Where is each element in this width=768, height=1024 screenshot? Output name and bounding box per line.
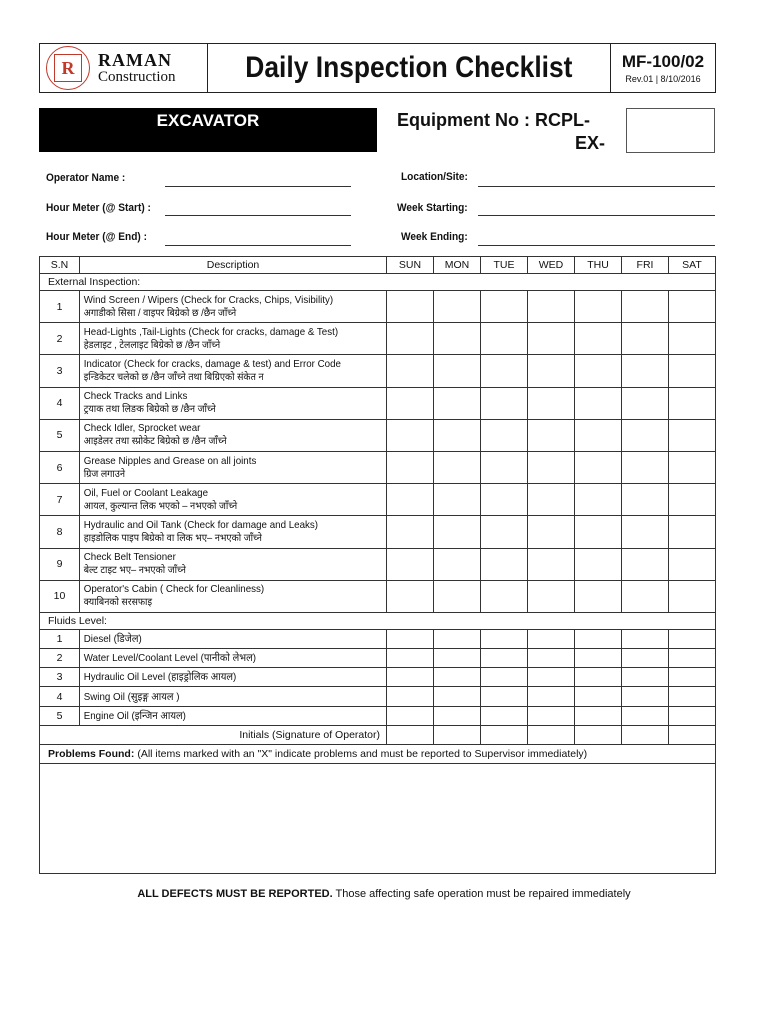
- row-description: [80, 484, 387, 516]
- brand-name: RAMAN: [98, 50, 172, 70]
- brand-subtitle: Construction: [98, 69, 176, 85]
- table-row: [40, 548, 716, 580]
- form-code-cell: [611, 44, 715, 92]
- brand: [98, 51, 176, 85]
- external-3-check-fri[interactable]: [622, 355, 669, 387]
- fluid-5-check-mon[interactable]: [434, 706, 481, 725]
- location-label: Location/Site:: [401, 171, 468, 183]
- external-5-check-fri[interactable]: [622, 419, 669, 451]
- row-number: 7: [40, 484, 80, 516]
- hour-end-label: Hour Meter (@ End) :: [46, 231, 147, 243]
- equipment-label-line2: EX-: [574, 133, 605, 153]
- external-section-label: External Inspection:: [40, 274, 716, 291]
- description-english: Grease Nipples and Grease on all joints: [83, 454, 257, 467]
- equipment-number-label: [397, 109, 605, 155]
- fluid-3-check-mon[interactable]: [434, 668, 481, 687]
- fluid-3-check-tue[interactable]: [481, 668, 528, 687]
- row-number: 1: [40, 291, 80, 323]
- fluid-2-check-fri[interactable]: [622, 649, 669, 668]
- table-row: [40, 451, 716, 483]
- external-5-check-sun[interactable]: [387, 419, 434, 451]
- title-cell: [208, 44, 611, 92]
- external-8-check-fri[interactable]: [622, 516, 669, 548]
- external-7-check-tue[interactable]: [481, 484, 528, 516]
- equipment-number-box[interactable]: [626, 108, 715, 153]
- company-logo-cell: [40, 44, 208, 92]
- table-row: [40, 484, 716, 516]
- fluid-2-check-sun[interactable]: [387, 649, 434, 668]
- external-2-check-thu[interactable]: [575, 323, 622, 355]
- external-3-check-mon[interactable]: [434, 355, 481, 387]
- description-nepali: क्याबिनको सरसफाइ: [83, 597, 153, 609]
- description-nepali: ग्रिज लगाउने: [83, 468, 126, 480]
- external-2-check-sun[interactable]: [387, 323, 434, 355]
- external-10-check-fri[interactable]: [622, 580, 669, 612]
- inspection-table: [39, 256, 716, 874]
- row-description: [80, 548, 387, 580]
- external-7-check-sat[interactable]: [669, 484, 716, 516]
- fluid-1-check-mon[interactable]: [434, 629, 481, 648]
- problems-header: [40, 744, 716, 763]
- row-description: [80, 668, 387, 687]
- fluid-description: Swing Oil (सुइङ्ग आयल ): [83, 690, 180, 703]
- description-nepali: आयल, कुल्यान्त लिक भएको – नभएको जाँच्ने: [83, 500, 238, 512]
- fluid-3-check-fri[interactable]: [622, 668, 669, 687]
- initials-row: [40, 725, 716, 744]
- location-field[interactable]: [478, 186, 715, 187]
- initials-check-sat[interactable]: [669, 725, 716, 744]
- initials-check-thu[interactable]: [575, 725, 622, 744]
- sn-header: S.N: [40, 257, 80, 274]
- week-starting-label: Week Starting:: [397, 202, 468, 214]
- external-8-check-thu[interactable]: [575, 516, 622, 548]
- form-code: MF-100/02: [621, 52, 705, 71]
- fluids-section-row: [40, 612, 716, 629]
- row-number: 5: [40, 706, 80, 725]
- description-english: Check Tracks and Links: [83, 390, 188, 403]
- external-1-check-tue[interactable]: [481, 291, 528, 323]
- external-6-check-fri[interactable]: [622, 451, 669, 483]
- problems-note: (All items marked with an "X" indicate problems and must be reported to Supervisor immediately): [137, 747, 588, 760]
- initials-check-fri[interactable]: [622, 725, 669, 744]
- row-description: [80, 516, 387, 548]
- table-row: [40, 706, 716, 725]
- fluid-4-check-fri[interactable]: [622, 687, 669, 706]
- row-description: [80, 387, 387, 419]
- external-4-check-sat[interactable]: [669, 387, 716, 419]
- problems-body-row: [40, 763, 716, 873]
- day-header-tue: TUE: [481, 257, 528, 274]
- external-1-check-sun[interactable]: [387, 291, 434, 323]
- day-header-sun: SUN: [387, 257, 434, 274]
- description-nepali: अगाडीको सिसा / वाइपर बिग्रेको छ /छैन जाँच्ने: [83, 307, 237, 319]
- external-4-check-mon[interactable]: [434, 387, 481, 419]
- row-number: 10: [40, 580, 80, 612]
- fluid-5-check-sun[interactable]: [387, 706, 434, 725]
- initials-check-mon[interactable]: [434, 725, 481, 744]
- external-2-check-sat[interactable]: [669, 323, 716, 355]
- table-row: [40, 668, 716, 687]
- table-header-row: [40, 257, 716, 274]
- fluid-1-check-sun[interactable]: [387, 629, 434, 648]
- external-7-check-fri[interactable]: [622, 484, 669, 516]
- external-5-check-tue[interactable]: [481, 419, 528, 451]
- fluid-4-check-mon[interactable]: [434, 687, 481, 706]
- initials-check-wed[interactable]: [528, 725, 575, 744]
- row-description: [80, 629, 387, 648]
- fluid-2-check-thu[interactable]: [575, 649, 622, 668]
- external-8-check-wed[interactable]: [528, 516, 575, 548]
- external-2-check-mon[interactable]: [434, 323, 481, 355]
- row-description: [80, 580, 387, 612]
- fluid-5-check-thu[interactable]: [575, 706, 622, 725]
- row-number: 2: [40, 323, 80, 355]
- problems-label: Problems Found:: [48, 747, 135, 760]
- external-5-check-sat[interactable]: [669, 419, 716, 451]
- external-9-check-mon[interactable]: [434, 548, 481, 580]
- description-english: Check Idler, Sprocket wear: [83, 422, 201, 435]
- external-10-check-tue[interactable]: [481, 580, 528, 612]
- company-seal-logo: [46, 46, 90, 90]
- external-6-check-tue[interactable]: [481, 451, 528, 483]
- external-4-check-tue[interactable]: [481, 387, 528, 419]
- external-1-check-fri[interactable]: [622, 291, 669, 323]
- row-description: [80, 706, 387, 725]
- fluid-3-check-sat[interactable]: [669, 668, 716, 687]
- description-english: Operator's Cabin ( Check for Cleanliness): [83, 583, 265, 596]
- fluid-3-check-wed[interactable]: [528, 668, 575, 687]
- external-5-check-thu[interactable]: [575, 419, 622, 451]
- external-6-check-sat[interactable]: [669, 451, 716, 483]
- table-row: [40, 629, 716, 648]
- hour-end-field[interactable]: [165, 245, 351, 246]
- hour-start-field[interactable]: [165, 215, 351, 216]
- fluid-1-check-thu[interactable]: [575, 629, 622, 648]
- external-7-check-wed[interactable]: [528, 484, 575, 516]
- external-6-check-sun[interactable]: [387, 451, 434, 483]
- day-header-thu: THU: [575, 257, 622, 274]
- external-6-check-wed[interactable]: [528, 451, 575, 483]
- external-3-check-tue[interactable]: [481, 355, 528, 387]
- footer-bold: ALL DEFECTS MUST BE REPORTED.: [137, 888, 333, 900]
- external-9-check-tue[interactable]: [481, 548, 528, 580]
- description-nepali: हाइडोलिक पाइप बिग्रेको वा लिक भए– नभएको जाँच्ने: [83, 532, 262, 544]
- description-english: Check Belt Tensioner: [83, 551, 176, 564]
- description-header: Description: [80, 257, 387, 274]
- week-ending-field[interactable]: [478, 245, 715, 246]
- table-row: [40, 355, 716, 387]
- week-ending-label: Week Ending:: [401, 231, 468, 243]
- fluid-4-check-thu[interactable]: [575, 687, 622, 706]
- initials-check-tue[interactable]: [481, 725, 528, 744]
- fluid-description: Diesel (डिजेल): [83, 632, 142, 645]
- external-9-check-fri[interactable]: [622, 548, 669, 580]
- external-6-check-thu[interactable]: [575, 451, 622, 483]
- fluid-2-check-sat[interactable]: [669, 649, 716, 668]
- equipment-label-line1: Equipment No : RCPL-: [397, 110, 590, 130]
- fluid-4-check-sat[interactable]: [669, 687, 716, 706]
- external-1-check-mon[interactable]: [434, 291, 481, 323]
- fluid-1-check-sat[interactable]: [669, 629, 716, 648]
- table-row: [40, 419, 716, 451]
- fluid-2-check-tue[interactable]: [481, 649, 528, 668]
- row-description: [80, 355, 387, 387]
- description-english: Oil, Fuel or Coolant Leakage: [83, 486, 209, 499]
- external-5-check-wed[interactable]: [528, 419, 575, 451]
- page-title: Daily Inspection Checklist: [245, 51, 573, 84]
- row-number: 8: [40, 516, 80, 548]
- external-7-check-mon[interactable]: [434, 484, 481, 516]
- external-10-check-wed[interactable]: [528, 580, 575, 612]
- row-description: [80, 323, 387, 355]
- description-english: Hydraulic and Oil Tank (Check for damage and Leaks): [83, 518, 319, 531]
- problems-found-area[interactable]: [40, 763, 716, 873]
- external-10-check-mon[interactable]: [434, 580, 481, 612]
- day-header-sat: SAT: [669, 257, 716, 274]
- description-nepali: बेल्ट टाइट भए– नभएको जाँच्ने: [83, 565, 186, 577]
- fluid-1-check-fri[interactable]: [622, 629, 669, 648]
- external-2-check-tue[interactable]: [481, 323, 528, 355]
- row-description: [80, 291, 387, 323]
- hour-start-label: Hour Meter (@ Start) :: [46, 202, 151, 214]
- external-3-check-thu[interactable]: [575, 355, 622, 387]
- fluid-description: Hydraulic Oil Level (हाइड्रोलिक आयल): [83, 671, 237, 684]
- external-7-check-thu[interactable]: [575, 484, 622, 516]
- external-2-check-fri[interactable]: [622, 323, 669, 355]
- footer-rest: Those affecting safe operation must be repaired immediately: [332, 888, 631, 900]
- row-number: 3: [40, 355, 80, 387]
- operator-name-field[interactable]: [165, 186, 351, 187]
- fluid-4-check-tue[interactable]: [481, 687, 528, 706]
- external-7-check-sun[interactable]: [387, 484, 434, 516]
- external-section-row: [40, 274, 716, 291]
- external-8-check-sun[interactable]: [387, 516, 434, 548]
- fluid-4-check-wed[interactable]: [528, 687, 575, 706]
- external-6-check-mon[interactable]: [434, 451, 481, 483]
- table-row: [40, 387, 716, 419]
- row-description: [80, 687, 387, 706]
- external-10-check-sun[interactable]: [387, 580, 434, 612]
- description-nepali: इन्डिकेटर चलेको छ /छैन जाँच्ने तथा बिग्रिएको संकेत न: [83, 371, 264, 383]
- initials-check-sun[interactable]: [387, 725, 434, 744]
- external-9-check-sun[interactable]: [387, 548, 434, 580]
- fluid-1-check-wed[interactable]: [528, 629, 575, 648]
- fluid-description: Engine Oil (इन्जिन आयल): [83, 709, 186, 722]
- day-header-mon: MON: [434, 257, 481, 274]
- row-number: 1: [40, 629, 80, 648]
- description-nepali: आइडेलर तथा स्प्रोकेट बिग्रेको छ /छैन जाँच्ने: [83, 436, 227, 448]
- external-1-check-thu[interactable]: [575, 291, 622, 323]
- initials-label: Initials (Signature of Operator): [40, 725, 387, 744]
- table-row: [40, 649, 716, 668]
- row-number: 4: [40, 387, 80, 419]
- external-3-check-sun[interactable]: [387, 355, 434, 387]
- row-description: [80, 649, 387, 668]
- revision-label: Rev.01 | 8/10/2016: [625, 74, 701, 84]
- external-4-check-thu[interactable]: [575, 387, 622, 419]
- row-description: [80, 451, 387, 483]
- footer-note: [0, 888, 768, 900]
- description-english: Head-Lights ,Tail-Lights (Check for cracks, damage & Test): [83, 325, 339, 338]
- form-header: [39, 43, 716, 93]
- external-2-check-wed[interactable]: [528, 323, 575, 355]
- fluid-description: Water Level/Coolant Level (पानीको लेभल): [83, 652, 256, 665]
- problems-header-row: [40, 744, 716, 763]
- fluid-4-check-sun[interactable]: [387, 687, 434, 706]
- fluid-3-check-thu[interactable]: [575, 668, 622, 687]
- fluid-5-check-tue[interactable]: [481, 706, 528, 725]
- external-8-check-mon[interactable]: [434, 516, 481, 548]
- external-4-check-wed[interactable]: [528, 387, 575, 419]
- fluids-section-label: Fluids Level:: [40, 612, 716, 629]
- external-9-check-thu[interactable]: [575, 548, 622, 580]
- table-row: [40, 323, 716, 355]
- external-3-check-sat[interactable]: [669, 355, 716, 387]
- external-8-check-tue[interactable]: [481, 516, 528, 548]
- external-5-check-mon[interactable]: [434, 419, 481, 451]
- fluid-5-check-wed[interactable]: [528, 706, 575, 725]
- external-4-check-fri[interactable]: [622, 387, 669, 419]
- table-row: [40, 291, 716, 323]
- fluid-5-check-sat[interactable]: [669, 706, 716, 725]
- external-1-check-sat[interactable]: [669, 291, 716, 323]
- external-1-check-wed[interactable]: [528, 291, 575, 323]
- description-nepali: हेडलाइट , टेललाइट बिग्रेको छ /छैन जाँच्ने: [83, 339, 221, 351]
- table-row: [40, 687, 716, 706]
- external-3-check-wed[interactable]: [528, 355, 575, 387]
- fluid-2-check-mon[interactable]: [434, 649, 481, 668]
- external-4-check-sun[interactable]: [387, 387, 434, 419]
- row-number: 2: [40, 649, 80, 668]
- external-9-check-wed[interactable]: [528, 548, 575, 580]
- external-9-check-sat[interactable]: [669, 548, 716, 580]
- fluid-1-check-tue[interactable]: [481, 629, 528, 648]
- row-number: 9: [40, 548, 80, 580]
- description-nepali: ट्रयाक तथा लिङक बिग्रेको छ /छैन जाँच्ने: [83, 404, 216, 416]
- row-number: 5: [40, 419, 80, 451]
- day-header-fri: FRI: [622, 257, 669, 274]
- fluid-3-check-sun[interactable]: [387, 668, 434, 687]
- week-starting-field[interactable]: [478, 215, 715, 216]
- row-number: 3: [40, 668, 80, 687]
- logo-letter: R: [61, 57, 75, 78]
- row-description: [80, 419, 387, 451]
- row-number: 4: [40, 687, 80, 706]
- description-english: Indicator (Check for cracks, damage & test) and Error Code: [83, 357, 341, 370]
- fluid-2-check-wed[interactable]: [528, 649, 575, 668]
- external-8-check-sat[interactable]: [669, 516, 716, 548]
- day-header-wed: WED: [528, 257, 575, 274]
- external-10-check-sat[interactable]: [669, 580, 716, 612]
- equipment-type-banner: EXCAVATOR: [39, 108, 377, 152]
- operator-name-label: Operator Name :: [46, 172, 126, 184]
- external-10-check-thu[interactable]: [575, 580, 622, 612]
- fluid-5-check-fri[interactable]: [622, 706, 669, 725]
- table-row: [40, 580, 716, 612]
- table-row: [40, 516, 716, 548]
- row-number: 6: [40, 451, 80, 483]
- description-english: Wind Screen / Wipers (Check for Cracks, Chips, Visibility): [83, 293, 334, 306]
